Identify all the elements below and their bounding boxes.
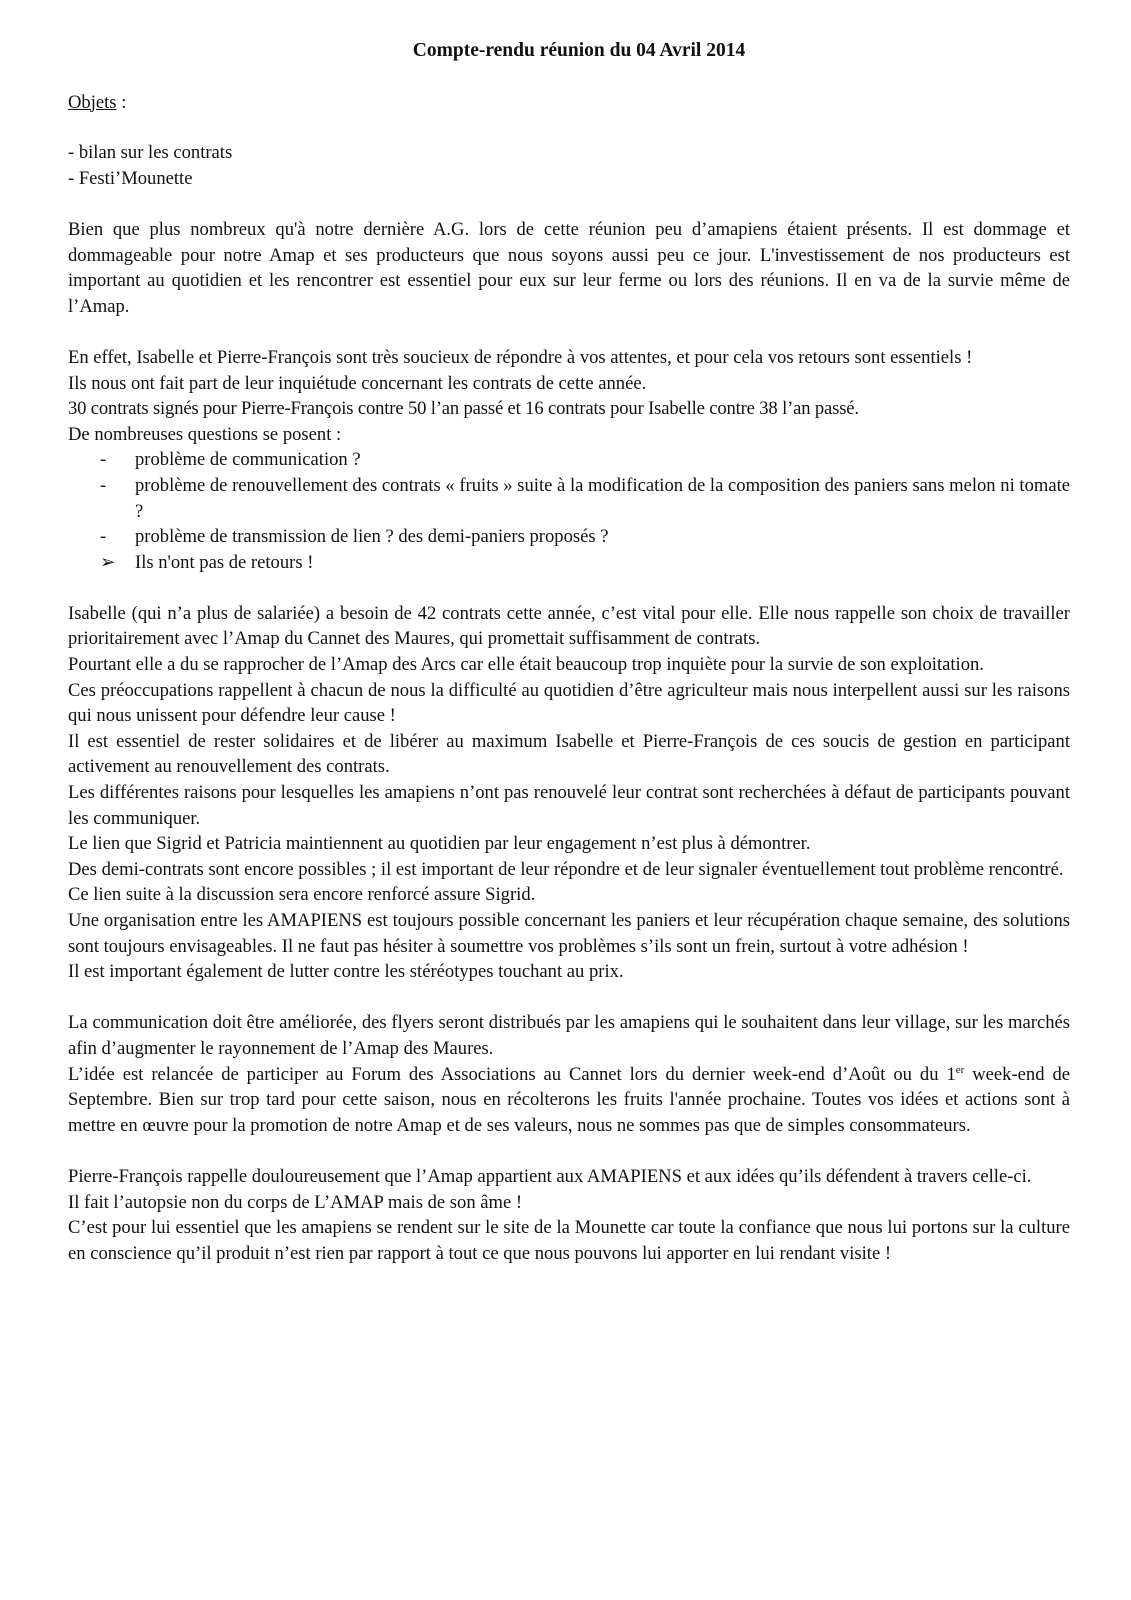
paragraph-contract-counts: 30 contrats signés pour Pierre-François contre 50 l’an passé et 16 contrats pour Isabelle contre 38 l’an passé.	[68, 398, 859, 420]
ordinal-suffix: er	[955, 1063, 965, 1076]
spacer	[68, 575, 1070, 601]
dash-bullet: -	[100, 474, 107, 496]
list-item	[68, 524, 1070, 550]
paragraph-organisation: Une organisation entre les AMAPIENS est toujours possible concernant les paniers et leur récupération chaque semaine, des solutions sont toujours envisageables. Il ne faut pas hésiter à soumettre vos problèmes s’ils sont un frein, surtout à votre adhésion !	[68, 910, 1070, 957]
list-item	[68, 447, 1070, 473]
paragraph-autopsy: Il fait l’autopsie non du corps de L’AMAP mais de son âme !	[68, 1191, 523, 1213]
arrow-bullet-icon: ➢	[100, 551, 116, 573]
paragraph-solidarity: Il est essentiel de rester solidaires et de libérer au maximum Isabelle et Pierre-François de ces soucis de gestion en participant activement au renouvellement des contrats.	[68, 730, 1070, 778]
spacer	[68, 1138, 1070, 1164]
objet-item: - bilan sur les contrats	[68, 142, 233, 164]
objets-colon: :	[116, 91, 127, 113]
spacer	[68, 191, 1070, 217]
paragraph-intro: Bien que plus nombreux qu'à notre dernière A.G. lors de cette réunion peu d’amapiens étaient présents. Il est dommage et dommageable pour notre Amap et ses producteurs que nous soyons aussi peu ce jour. L'investissement de nos producteurs est important au quotidien et les rencontrer est essentiel pour eux sur leur ferme ou lors des réunions. Il en va de la survie même de l’Amap.	[68, 218, 1070, 317]
list-item-text: problème de transmission de lien ? des demi-paniers proposés ?	[135, 526, 609, 548]
list-item	[68, 473, 1070, 524]
list-item-text: problème de communication ?	[135, 449, 361, 471]
list-item-text: problème de renouvellement des contrats « fruits » suite à la modification de la composition des paniers sans melon ni tomate ?	[135, 474, 1070, 522]
paragraph-arcs: Pourtant elle a du se rapprocher de l’Amap des Arcs car elle était beaucoup trop inquiète pour la survie de son exploitation.	[68, 654, 984, 676]
paragraph-isabelle: Isabelle (qui n’a plus de salariée) a besoin de 42 contrats cette année, c’est vital pour elle. Elle nous rappelle son choix de travailler prioritairement avec l’Amap du Cannet des Maures, qui promettait suffisamment de contrats.	[68, 602, 1070, 650]
list-item-text: Ils n'ont pas de retours !	[135, 551, 314, 573]
paragraph-link: Le lien que Sigrid et Patricia maintiennent au quotidien par leur engagement n’est plus à démontrer.	[68, 833, 811, 855]
list-item	[68, 550, 1070, 576]
objet-item: - Festi’Mounette	[68, 167, 193, 189]
paragraph-concerns: Ces préoccupations rappellent à chacun de nous la difficulté au quotidien d’être agriculteur mais nous interpellent aussi sur les raisons qui nous unissent pour défendre leur cause !	[68, 679, 1070, 727]
paragraph-reasons: Les différentes raisons pour lesquelles les amapiens n’ont pas renouvelé leur contrat sont recherchées à défaut de participants pouvant les communiquer.	[68, 782, 1070, 829]
paragraph-pierre-francois: Pierre-François rappelle douloureusement que l’Amap appartient aux AMAPIENS et aux idées qu’ils défendent à travers celle-ci.	[68, 1165, 1032, 1187]
dash-bullet: -	[100, 526, 107, 548]
paragraph-worry: Ils nous ont fait part de leur inquiétude concernant les contrats de cette année.	[68, 372, 647, 394]
paragraph-half-contracts: Des demi-contrats sont encore possibles ; il est important de leur répondre et de leur signaler éventuellement tout problème rencontré.	[68, 858, 1064, 880]
spacer	[68, 319, 1070, 345]
forum-text-end: week-end de Septembre. Bien sur trop tard pour cette saison, nous en récolterons les fruits l'année prochaine. Toutes vos idées et actions sont à mettre en œuvre pour la promotion de notre Amap et de ses valeurs, nous ne sommes pas que de simples consommateurs.	[68, 1063, 1070, 1136]
paragraph-forum	[68, 1062, 1070, 1139]
document-title: Compte-rendu réunion du 04 Avril 2014	[412, 40, 746, 61]
questions-list	[68, 447, 1070, 575]
paragraph-stereotypes: Il est important également de lutter contre les stéréotypes touchant au prix.	[68, 961, 624, 983]
dash-bullet: -	[100, 449, 107, 471]
forum-text-start: L’idée est relancée de participer au Forum des Associations au Cannet lors du dernier week-end d’Août ou du 1	[68, 1063, 956, 1085]
objets-label: Objets	[68, 91, 117, 113]
paragraph-communication: La communication doit être améliorée, des flyers seront distribués par les amapiens qui le souhaitent dans leur village, sur les marchés afin d’augmenter le rayonnement de l’Amap des Maures.	[68, 1012, 1070, 1059]
paragraph-questions-intro: De nombreuses questions se posent :	[68, 423, 342, 445]
spacer	[68, 985, 1070, 1011]
paragraph-producers: En effet, Isabelle et Pierre-François sont très soucieux de répondre à vos attentes, et pour cela vos retours sont essentiels !	[68, 346, 973, 368]
paragraph-sigrid: Ce lien suite à la discussion sera encore renforcé assure Sigrid.	[68, 884, 536, 906]
objets-heading	[68, 90, 1070, 116]
paragraph-visit: C’est pour lui essentiel que les amapiens se rendent sur le site de la Mounette car toute la confiance que nous lui portons sur la culture en conscience qu’il produit n’est rien par rapport à tout ce que nous pouvons lui apporter en lui rendant visite !	[68, 1217, 1070, 1264]
